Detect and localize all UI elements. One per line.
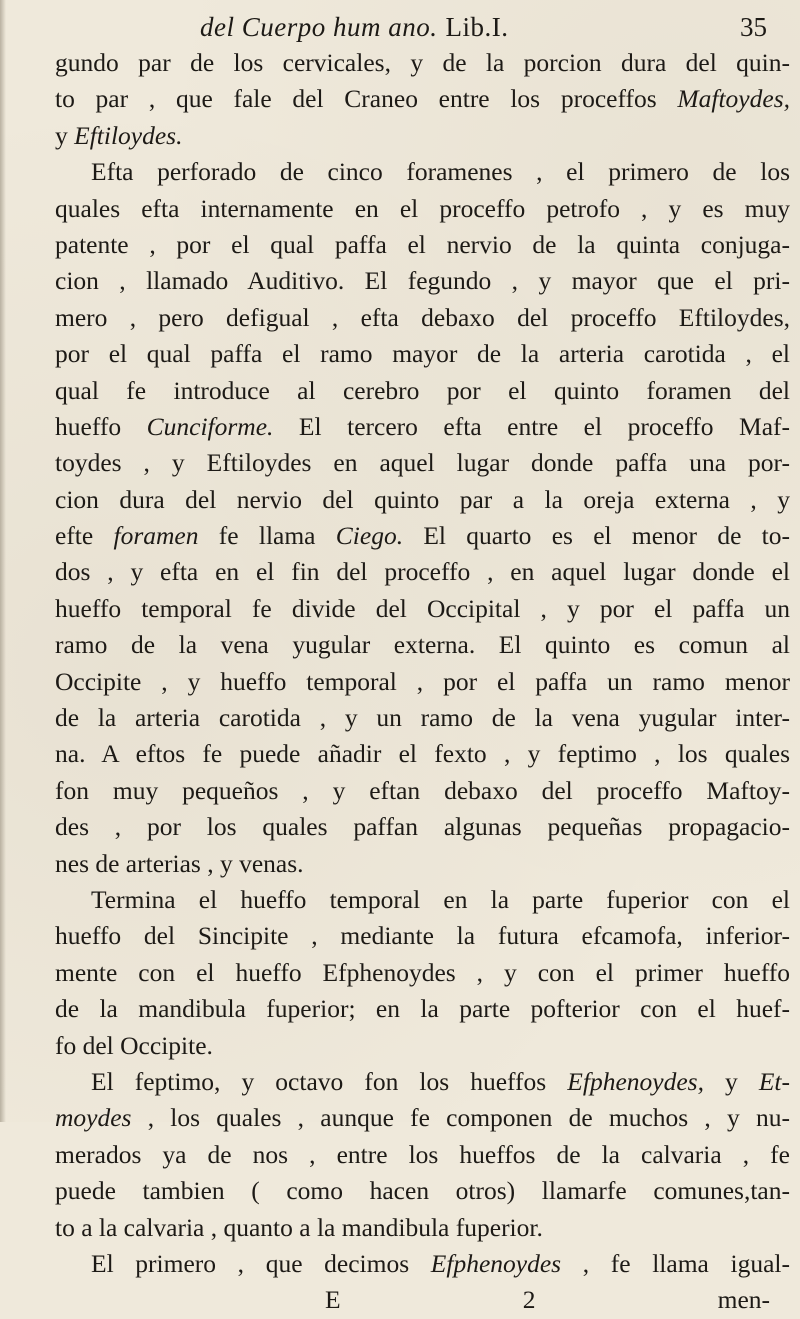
text-line: El feptimo, y octavo fon los hueffos Efphenoydes, y Et- [91, 1066, 790, 1096]
text-line: mente con el hueffo Efphenoydes , y con el primer hueffo [55, 957, 790, 987]
text-line: de la arteria carotida , y un ramo de la vena yugular inter- [55, 703, 790, 733]
text-line: to par , que fale del Craneo entre los proceffos Maftoydes, [55, 84, 790, 114]
text-line: nes de arterias , y venas. [55, 848, 304, 878]
text-line: patente , por el qual paffa el nervio de la quinta conjuga- [55, 229, 790, 259]
catchword: men- [717, 1285, 771, 1315]
text-line: hueffo del Sincipite , mediante la futura efcamofa, inferior- [55, 921, 790, 951]
text-line: puede tambien ( como hacen otros) llamarfe comunes,tan- [55, 1176, 790, 1206]
text-line: fo del Occipite. [55, 1030, 213, 1060]
text-line: quales efta internamente en el proceffo petrofo , y es muy [55, 193, 790, 223]
text-line: Efta perforado de cinco foramenes , el primero de los [91, 157, 790, 187]
page-gutter-shadow [0, 0, 6, 1122]
signature-mark: E 2 [325, 1285, 536, 1315]
body-text [55, 45, 790, 1319]
text-line: El primero , que decimos Efphenoydes , fe llama igual- [91, 1248, 790, 1278]
text-line: gundo par de los cervicales, y de la porcion dura del quin- [55, 48, 790, 77]
text-line: cion dura del nervio del quinto par a la oreja externa , y [55, 484, 790, 514]
text-line: dos , y efta en el fin del proceffo , en aquel lugar donde el [55, 557, 790, 587]
text-line: efte foramen fe llama Ciego. El quarto es el menor de to- [55, 521, 790, 551]
text-line: de la mandibula fuperior; en la parte pofterior con el huef- [55, 994, 790, 1024]
text-line: hueffo Cunciforme. El tercero efta entre el proceffo Maf- [55, 411, 790, 441]
text-line: ramo de la vena yugular externa. El quinto es comun al [55, 630, 790, 660]
text-line: fon muy pequeños , y eftan debaxo del proceffo Maftoy- [55, 775, 790, 805]
footer-line [55, 1282, 790, 1318]
book-number: Lib.I. [445, 12, 509, 42]
text-line: hueffo temporal fe divide del Occipital , y por el paffa un [55, 593, 790, 623]
text-line: to a la calvaria , quanto a la mandibula fuperior. [55, 1212, 543, 1242]
text-line: na. A eftos fe puede añadir el fexto , y feptimo , los quales [55, 739, 790, 769]
running-head [200, 12, 508, 43]
text-line: mero , pero defigual , efta debaxo del proceffo Eftiloydes, [55, 302, 790, 332]
text-line: Termina el hueffo temporal en la parte fuperior con el [91, 884, 790, 914]
page-header [60, 12, 785, 46]
text-line: cion , llamado Auditivo. El fegundo , y mayor que el pri- [55, 266, 790, 296]
text-line: qual fe introduce al cerebro por el quinto foramen del [55, 375, 790, 405]
text-line: moydes , los quales , aunque fe componen de muchos , y nu- [55, 1103, 790, 1133]
text-line: merados ya de nos , entre los hueffos de la calvaria , fe [55, 1139, 790, 1169]
running-head-title: del Cuerpo hum ano. [200, 12, 438, 42]
page-number: 35 [740, 12, 767, 42]
text-line: toydes , y Eftiloydes en aquel lugar donde paffa una por- [55, 448, 790, 478]
text-line: por el qual paffa el ramo mayor de la arteria carotida , el [55, 339, 790, 369]
text-line: Occipite , y hueffo temporal , por el paffa un ramo menor [55, 666, 790, 696]
text-line: y Eftiloydes. [55, 120, 183, 150]
text-line: des , por los quales paffan algunas pequeñas propagacio- [55, 812, 790, 842]
